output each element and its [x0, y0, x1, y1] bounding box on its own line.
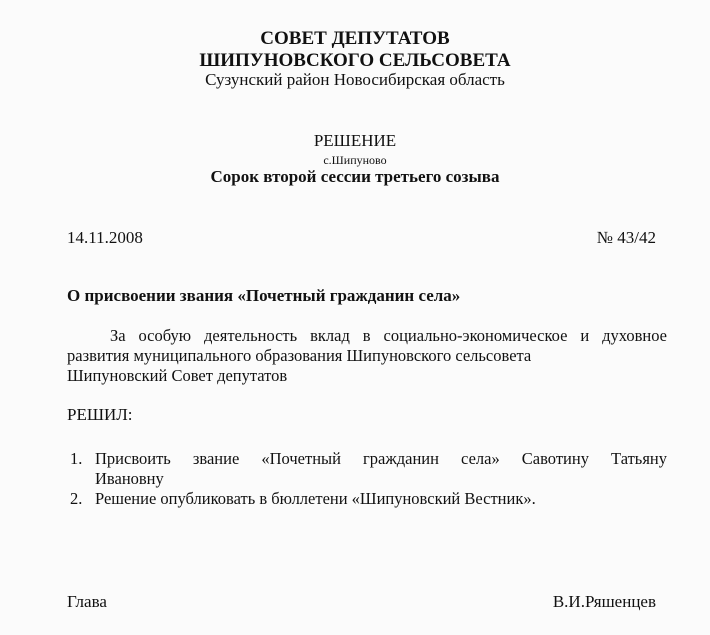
preamble-line-2: развития муниципального образования Шипуновского сельсовета — [67, 346, 532, 365]
list-item-text: Решение опубликовать в бюллетени «Шипуновский Вестник». — [95, 489, 536, 508]
preamble-line-1: За особую деятельность вклад в социально-экономическое и духовное — [110, 326, 667, 345]
decision-place: с.Шипуново — [323, 153, 387, 167]
list-item-number: 2. — [70, 489, 83, 508]
resolved-label: РЕШИЛ: — [67, 405, 133, 424]
list-item-number: 1. — [70, 449, 83, 468]
org-name-line1: СОВЕТ ДЕПУТАТОВ — [260, 28, 450, 49]
session-line: Сорок второй сессии третьего созыва — [210, 167, 500, 186]
decision-number: № 43/42 — [596, 228, 656, 247]
signature-name: В.И.Ряшенцев — [552, 592, 656, 611]
preamble-line-3: Шипуновский Совет депутатов — [67, 366, 288, 385]
decision-title: РЕШЕНИЕ — [313, 131, 397, 150]
region-line: Сузунский район Новосибирская область — [205, 70, 505, 89]
decision-subject: О присвоении звания «Почетный гражданин села» — [67, 286, 461, 305]
list-item-text: Присвоить звание «Почетный гражданин села» Савотину Татьяну — [95, 449, 667, 468]
list-item-text-continued: Ивановну — [95, 469, 164, 488]
signature-role: Глава — [67, 592, 107, 611]
org-name-line2: ШИПУНОВСКОГО СЕЛЬСОВЕТА — [199, 50, 511, 71]
decision-date: 14.11.2008 — [67, 228, 143, 247]
